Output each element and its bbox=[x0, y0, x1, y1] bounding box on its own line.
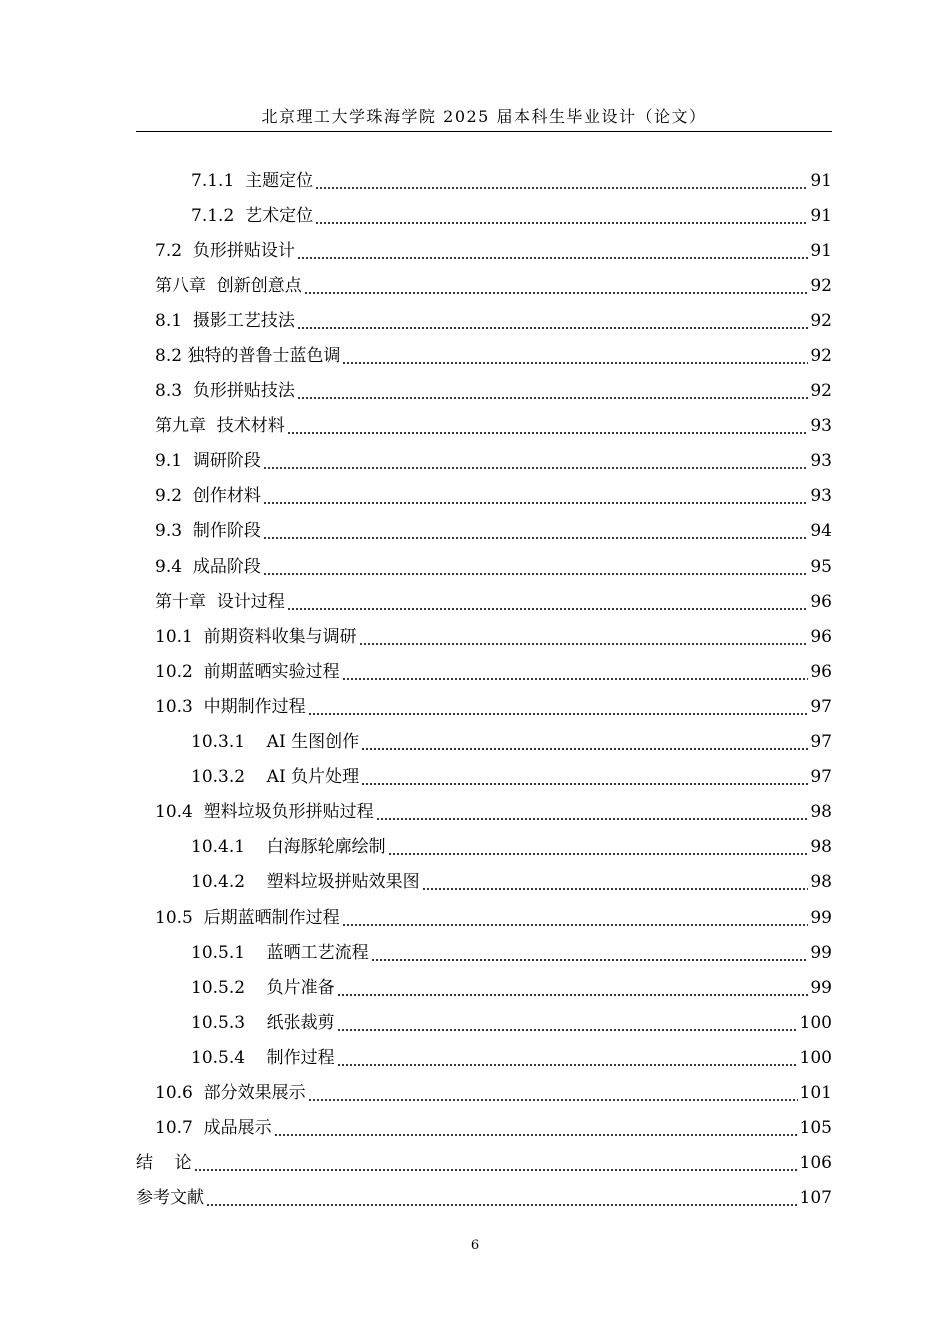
toc-entry-page: 96 bbox=[810, 591, 832, 612]
toc-entry[interactable] bbox=[0, 303, 950, 338]
toc-dot-leader bbox=[315, 171, 808, 191]
toc-entry[interactable] bbox=[0, 1146, 950, 1181]
toc-entry-label: 7.1.1 主题定位 bbox=[191, 170, 314, 191]
toc-entry-label: 10.4.2 塑料垃圾拼贴效果图 bbox=[191, 872, 420, 893]
toc-entry[interactable] bbox=[0, 654, 950, 689]
toc-entry[interactable] bbox=[0, 1075, 950, 1110]
toc-entry-page: 92 bbox=[810, 346, 832, 367]
toc-entry-label: 10.5.1 蓝晒工艺流程 bbox=[191, 942, 369, 963]
toc-entry-page: 93 bbox=[810, 486, 832, 507]
toc-entry[interactable] bbox=[0, 479, 950, 514]
toc-entry-label: 7.2 负形拼贴设计 bbox=[155, 240, 295, 261]
toc-entry[interactable] bbox=[0, 409, 950, 444]
toc-entry[interactable] bbox=[0, 935, 950, 970]
toc-entry-page: 97 bbox=[810, 696, 832, 717]
toc-entry-page: 107 bbox=[799, 1188, 832, 1209]
toc-entry[interactable] bbox=[0, 1181, 950, 1216]
toc-dot-leader bbox=[263, 486, 809, 506]
toc-entry[interactable] bbox=[0, 514, 950, 549]
toc-dot-leader bbox=[422, 872, 809, 892]
toc-entry-label: 10.4.1 白海豚轮廓绘制 bbox=[191, 837, 386, 858]
toc-entry-label: 第九章 技术材料 bbox=[155, 416, 285, 437]
toc-entry[interactable] bbox=[0, 795, 950, 830]
toc-entry[interactable] bbox=[0, 830, 950, 865]
toc-entry[interactable] bbox=[0, 233, 950, 268]
toc-dot-leader bbox=[371, 943, 809, 963]
toc-entry[interactable] bbox=[0, 970, 950, 1005]
toc-dot-leader bbox=[361, 767, 808, 787]
toc-entry-page: 91 bbox=[810, 240, 832, 261]
toc-entry-page: 100 bbox=[799, 1012, 832, 1033]
toc-entry-label: 10.7 成品展示 bbox=[155, 1118, 272, 1139]
toc-entry-label: 7.1.2 艺术定位 bbox=[191, 205, 314, 226]
toc-entry-label: 9.2 创作材料 bbox=[155, 486, 261, 507]
toc-dot-leader bbox=[308, 1083, 798, 1103]
toc-dot-leader bbox=[263, 557, 809, 577]
toc-entry[interactable] bbox=[0, 1111, 950, 1146]
toc-entry-page: 106 bbox=[799, 1153, 832, 1174]
toc-entry-label: 10.3 中期制作过程 bbox=[155, 696, 306, 717]
toc-dot-leader bbox=[274, 1118, 798, 1138]
toc-dot-leader bbox=[297, 241, 809, 261]
toc-entry-page: 98 bbox=[810, 837, 832, 858]
toc-entry[interactable] bbox=[0, 444, 950, 479]
toc-entry-page: 96 bbox=[810, 661, 832, 682]
toc-entry-label: 10.5.3 纸张裁剪 bbox=[191, 1012, 335, 1033]
toc-entry-page: 91 bbox=[810, 170, 832, 191]
toc-entry[interactable] bbox=[0, 900, 950, 935]
toc-entry-label: 10.5.4 制作过程 bbox=[191, 1047, 335, 1068]
toc-entry-label: 结 论 bbox=[136, 1153, 192, 1174]
toc-entry-page: 100 bbox=[799, 1047, 832, 1068]
toc-entry-page: 94 bbox=[810, 521, 832, 542]
toc-dot-leader bbox=[337, 1048, 798, 1068]
toc-entry-label: 10.5.2 负片准备 bbox=[191, 977, 335, 998]
toc-dot-leader bbox=[287, 416, 809, 436]
toc-dot-leader bbox=[337, 1013, 798, 1033]
toc-entry-page: 92 bbox=[810, 310, 832, 331]
toc-dot-leader bbox=[342, 908, 809, 928]
toc-dot-leader bbox=[361, 732, 808, 752]
toc-entry[interactable] bbox=[0, 584, 950, 619]
toc-entry-page: 98 bbox=[810, 802, 832, 823]
toc-entry-page: 96 bbox=[810, 626, 832, 647]
toc-entry-page: 92 bbox=[810, 275, 832, 296]
toc-entry[interactable] bbox=[0, 865, 950, 900]
toc-entry[interactable] bbox=[0, 1005, 950, 1040]
toc-entry-page: 92 bbox=[810, 381, 832, 402]
toc-entry[interactable] bbox=[0, 760, 950, 795]
toc-dot-leader bbox=[297, 381, 809, 401]
toc-entry-label: 8.1 摄影工艺技法 bbox=[155, 310, 295, 331]
toc-entry-label: 10.2 前期蓝晒实验过程 bbox=[155, 661, 340, 682]
toc-entry-label: 8.3 负形拼贴技法 bbox=[155, 381, 295, 402]
toc-dot-leader bbox=[337, 978, 809, 998]
toc-entry[interactable] bbox=[0, 338, 950, 373]
toc-entry-label: 9.4 成品阶段 bbox=[155, 556, 261, 577]
toc-entry[interactable] bbox=[0, 619, 950, 654]
toc-dot-leader bbox=[297, 311, 809, 331]
toc-dot-leader bbox=[376, 802, 809, 822]
toc-dot-leader bbox=[304, 276, 809, 296]
toc-entry[interactable] bbox=[0, 268, 950, 303]
toc-entry[interactable] bbox=[0, 725, 950, 760]
toc-entry-label: 参考文献 bbox=[136, 1188, 204, 1209]
header-rule bbox=[136, 131, 832, 132]
toc-dot-leader bbox=[263, 451, 809, 471]
toc-entry-page: 98 bbox=[810, 872, 832, 893]
toc-entry[interactable] bbox=[0, 374, 950, 409]
toc-dot-leader bbox=[315, 206, 808, 226]
toc-entry-page: 99 bbox=[810, 907, 832, 928]
toc-dot-leader bbox=[263, 521, 809, 541]
toc-dot-leader bbox=[194, 1153, 798, 1173]
toc-entry[interactable] bbox=[0, 549, 950, 584]
toc-entry-label: 9.1 调研阶段 bbox=[155, 451, 261, 472]
toc-entry-page: 93 bbox=[810, 451, 832, 472]
toc-entry-label: 9.3 制作阶段 bbox=[155, 521, 261, 542]
table-of-contents bbox=[0, 163, 950, 1216]
toc-dot-leader bbox=[342, 346, 808, 366]
toc-entry-page: 93 bbox=[810, 416, 832, 437]
toc-entry-label: 8.2 独特的普鲁士蓝色调 bbox=[155, 346, 341, 367]
toc-entry-label: 10.1 前期资料收集与调研 bbox=[155, 626, 357, 647]
toc-dot-leader bbox=[206, 1188, 798, 1208]
toc-entry-page: 99 bbox=[810, 977, 832, 998]
toc-entry-label: 10.5 后期蓝晒制作过程 bbox=[155, 907, 340, 928]
toc-entry-page: 97 bbox=[810, 732, 832, 753]
toc-entry-label: 10.6 部分效果展示 bbox=[155, 1082, 306, 1103]
toc-entry[interactable] bbox=[0, 163, 950, 198]
toc-entry-label: 10.4 塑料垃圾负形拼贴过程 bbox=[155, 802, 374, 823]
toc-entry-page: 91 bbox=[810, 205, 832, 226]
toc-entry-label: 10.3.1 AI 生图创作 bbox=[191, 732, 360, 753]
toc-dot-leader bbox=[308, 697, 809, 717]
toc-entry[interactable] bbox=[0, 689, 950, 724]
toc-entry-page: 95 bbox=[810, 556, 832, 577]
toc-dot-leader bbox=[359, 627, 809, 647]
toc-dot-leader bbox=[342, 662, 809, 682]
toc-entry-label: 10.3.2 AI 负片处理 bbox=[191, 767, 360, 788]
toc-entry-label: 第十章 设计过程 bbox=[155, 591, 285, 612]
toc-dot-leader bbox=[287, 592, 809, 612]
toc-entry-page: 105 bbox=[799, 1118, 832, 1139]
page-number: 6 bbox=[470, 1238, 480, 1253]
toc-entry-label: 第八章 创新创意点 bbox=[155, 275, 302, 296]
running-header: 北京理工大学珠海学院 2025 届本科生毕业设计（论文） bbox=[261, 107, 707, 126]
toc-entry[interactable] bbox=[0, 198, 950, 233]
toc-dot-leader bbox=[388, 837, 809, 857]
toc-entry-page: 101 bbox=[799, 1082, 832, 1103]
toc-entry-page: 99 bbox=[810, 942, 832, 963]
toc-entry[interactable] bbox=[0, 1040, 950, 1075]
toc-entry-page: 97 bbox=[810, 767, 832, 788]
